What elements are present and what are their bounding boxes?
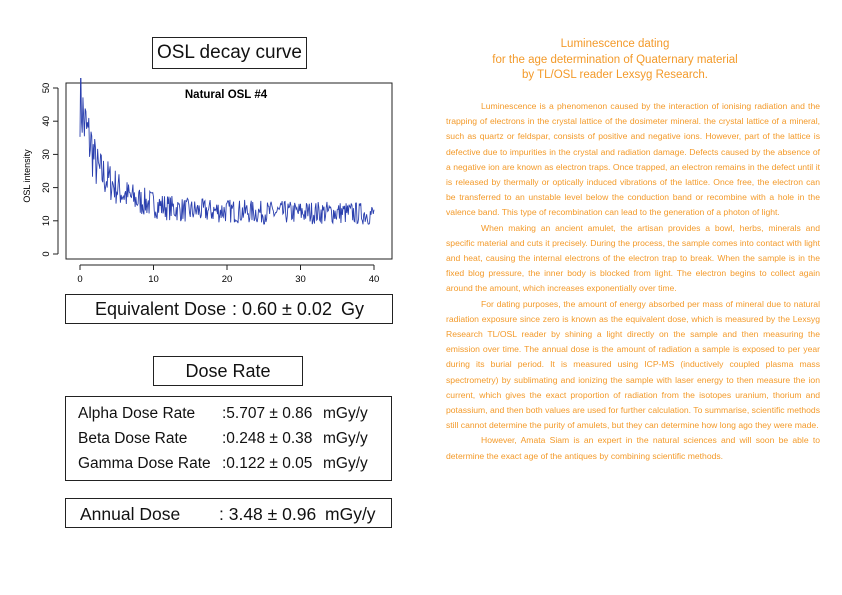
chart-axes <box>41 83 379 285</box>
annual-dose-value: : 3.48 ± 0.96 <box>219 504 317 524</box>
annual-dose-box <box>65 498 392 528</box>
dose-rate-title-text: Dose Rate <box>185 360 271 381</box>
dose-rate-title <box>153 356 303 386</box>
dose-rates-box <box>65 396 392 481</box>
alpha-dose-row <box>66 405 391 427</box>
chart-title: Natural OSL #4 <box>184 89 268 101</box>
article-paragraph: However, Amata Siam is an expert in the natural sciences and will soon be able to determine the exact age of the antiques by combining scientific methods. <box>446 435 820 461</box>
x-tick-label: 0 <box>77 274 83 285</box>
equivalent-dose-box <box>65 294 393 324</box>
annual-dose-unit: mGy/y <box>325 504 376 524</box>
dose-rate-unit: mGy/y <box>323 455 368 472</box>
dose-rate-unit: mGy/y <box>323 430 368 447</box>
dose-rate-value: :0.248 ± 0.38 <box>222 430 313 447</box>
osl-decay-title-text: OSL decay curve <box>156 42 303 63</box>
y-tick-label: 0 <box>41 251 52 257</box>
article-paragraph: Luminescence is a phenomenon caused by the interaction of ionising radiation and the trapping of electrons in the crystal lattice of the dosimeter mineral. the crystal lattice of a mineral, such as quartz or feldspar, consists of positive and negative ions. However, part of the lattice is defective due to impurities in the crystal and radiation damage. Defects caused by the absence of a negative ion are known as electron traps. Once trapped, an electron remains in the defect until it is released by thermally or optically induced vibrations of the lattice. Once free, the electron can be transferred to an unstable level below the conduction band or recombine with a hole in the valence band. This type of recombination can lead to the generation of a photon of light. <box>446 101 820 218</box>
x-tick-label: 40 <box>368 274 380 285</box>
x-tick-label: 10 <box>148 274 159 285</box>
article-title-line: by TL/OSL reader Lexsyg Research. <box>521 69 708 81</box>
article-paragraph: For dating purposes, the amount of energy absorbed per mass of mineral due to natural radiation exposure since zero is known as the equivalent dose, which is measured by the Lexsyg Research TL/OSL reader by shining a light directly on the sample and then measuring the emission over time. The annual dose is the amount of radiation a sample is exposed to per year during its burial period. It is measured using ICP-MS (inductively coupled plasma mass spectrometry) by sublimating and ionizing the sample with laser energy to then measure the ion current, which gives the exact proportion of radiation from the isotopes uranium, thorium and potassium, and then both values are used for further calculation. To summarise, scientific methods still cannot determine the purity of amulets, but they can determine how long ago they were made. <box>446 298 820 431</box>
equivalent-dose-label: Equivalent Dose <box>95 299 227 319</box>
gamma-dose-row <box>66 455 391 477</box>
dose-rate-label: Alpha Dose Rate <box>78 405 196 422</box>
x-tick-label: 30 <box>295 274 306 285</box>
equivalent-dose-unit: Gy <box>341 299 365 319</box>
osl-decay-chart <box>14 78 394 288</box>
dose-rate-unit: mGy/y <box>323 405 368 422</box>
dose-rate-label: Beta Dose Rate <box>78 430 188 447</box>
y-axis-label: OSL intensity <box>22 149 32 203</box>
y-tick-label: 40 <box>41 115 52 127</box>
beta-dose-row <box>66 430 391 452</box>
dose-rate-value: :5.707 ± 0.86 <box>222 405 313 422</box>
article-title-line: for the age determination of Quaternary material <box>492 53 738 66</box>
equivalent-dose-value: : 0.60 ± 0.02 <box>232 299 332 319</box>
y-tick-label: 50 <box>41 82 52 94</box>
article-paragraph: When making an ancient amulet, the artisan provides a bowl, herbs, minerals and specific material and cuts it precisely. During the process, the sample comes into contact with light and heat, causing the internal electrons of the electron trap to break. When the sample is in the fixed blog pressure, the inner body is blocked from light. The electron begins to collect again around the amount, which increases exponentially over time. <box>446 222 820 294</box>
y-tick-label: 30 <box>41 149 52 160</box>
x-tick-label: 20 <box>221 274 233 285</box>
dose-rate-value: :0.122 ± 0.05 <box>222 455 313 472</box>
article-title <box>470 37 760 84</box>
osl-decay-title <box>152 37 307 69</box>
annual-dose-label: Annual Dose <box>80 504 181 524</box>
article-title-line: Luminescence dating <box>560 38 670 50</box>
y-tick-label: 10 <box>41 215 52 227</box>
article-body <box>446 99 820 464</box>
dose-rate-label: Gamma Dose Rate <box>78 455 211 472</box>
y-tick-label: 20 <box>41 182 52 193</box>
